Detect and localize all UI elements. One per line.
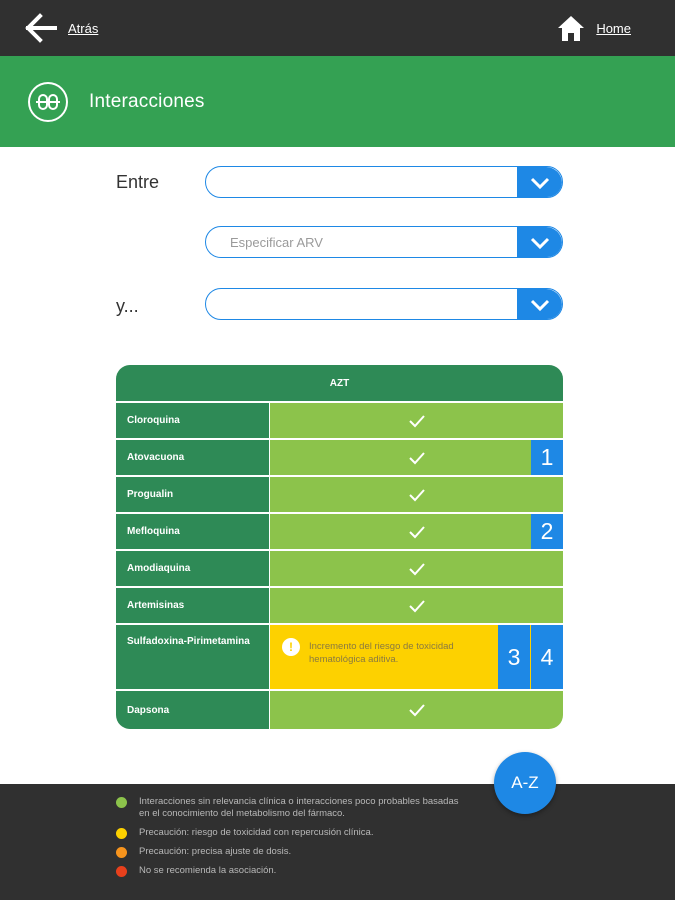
arv-select-placeholder: Especificar ARV	[230, 235, 323, 250]
drug-name: Atovacuona	[116, 440, 269, 475]
drug-name: Progualin	[116, 477, 269, 512]
legend-item	[116, 865, 469, 877]
chevron-down-icon[interactable]	[517, 227, 562, 258]
drug-name: Cloroquina	[116, 403, 269, 438]
green-dot-icon	[116, 797, 127, 808]
check-icon	[270, 691, 563, 729]
between-label: Entre	[116, 172, 160, 192]
legend-text: Precaución: riesgo de toxicidad con repercusión clínica.	[139, 827, 374, 838]
warning-icon: !	[282, 638, 300, 656]
note-badge[interactable]: 1	[531, 440, 563, 475]
table-row[interactable]	[116, 625, 563, 689]
check-icon	[270, 551, 563, 586]
table-row[interactable]	[116, 477, 563, 512]
home-label: Home	[596, 20, 631, 36]
legend-item	[116, 827, 469, 839]
pills-icon	[28, 82, 68, 122]
back-button[interactable]	[24, 12, 98, 44]
legend	[0, 784, 675, 900]
check-icon	[270, 403, 563, 438]
section-header	[0, 56, 675, 147]
check-icon	[270, 477, 563, 512]
note-badge[interactable]: 4	[531, 625, 563, 689]
legend-text: Interacciones sin relevancia clínica o interacciones poco probables basadas en el conocimiento del metabolismo del fármaco.	[139, 796, 459, 819]
arv-select[interactable]	[205, 226, 563, 258]
check-icon	[270, 588, 563, 623]
check-icon	[270, 514, 563, 549]
table-header-azt: AZT	[116, 365, 563, 401]
drug-name: Artemisinas	[116, 588, 269, 623]
red-dot-icon	[116, 866, 127, 877]
interaction-table	[116, 365, 563, 729]
and-label: y...	[116, 296, 139, 316]
drug-name: Dapsona	[116, 691, 269, 729]
legend-item	[116, 796, 469, 820]
table-row[interactable]	[116, 551, 563, 586]
legend-item	[116, 846, 469, 858]
table-row[interactable]	[116, 514, 563, 549]
orange-dot-icon	[116, 847, 127, 858]
chevron-down-icon[interactable]	[517, 289, 562, 320]
note-badge[interactable]: 2	[531, 514, 563, 549]
home-icon	[556, 14, 586, 42]
chevron-down-icon[interactable]	[517, 167, 562, 198]
legend-text: Precaución: precisa ajuste de dosis.	[139, 846, 292, 857]
yellow-dot-icon	[116, 828, 127, 839]
drug-name: Sulfadoxina-Pirimetamina	[116, 625, 269, 689]
drug-name: Amodiaquina	[116, 551, 269, 586]
arrow-left-icon	[24, 12, 58, 44]
az-index-button[interactable]: A-Z	[494, 752, 556, 814]
legend-text: No se recomienda la asociación.	[139, 865, 277, 876]
home-button[interactable]	[556, 14, 631, 42]
back-label: Atrás	[68, 20, 99, 36]
table-row[interactable]	[116, 588, 563, 623]
drug-select-2[interactable]	[205, 288, 563, 320]
drug-select-1[interactable]	[205, 166, 563, 198]
table-row[interactable]	[116, 403, 563, 438]
table-row[interactable]	[116, 440, 563, 475]
note-badge[interactable]: 3	[498, 625, 530, 689]
top-bar	[0, 0, 675, 56]
drug-name: Mefloquina	[116, 514, 269, 549]
check-icon	[270, 440, 563, 475]
caution-text: Incremento del riesgo de toxicidad hematológica aditiva.	[309, 641, 454, 665]
page-title: Interacciones	[89, 90, 205, 112]
table-row[interactable]	[116, 691, 563, 729]
